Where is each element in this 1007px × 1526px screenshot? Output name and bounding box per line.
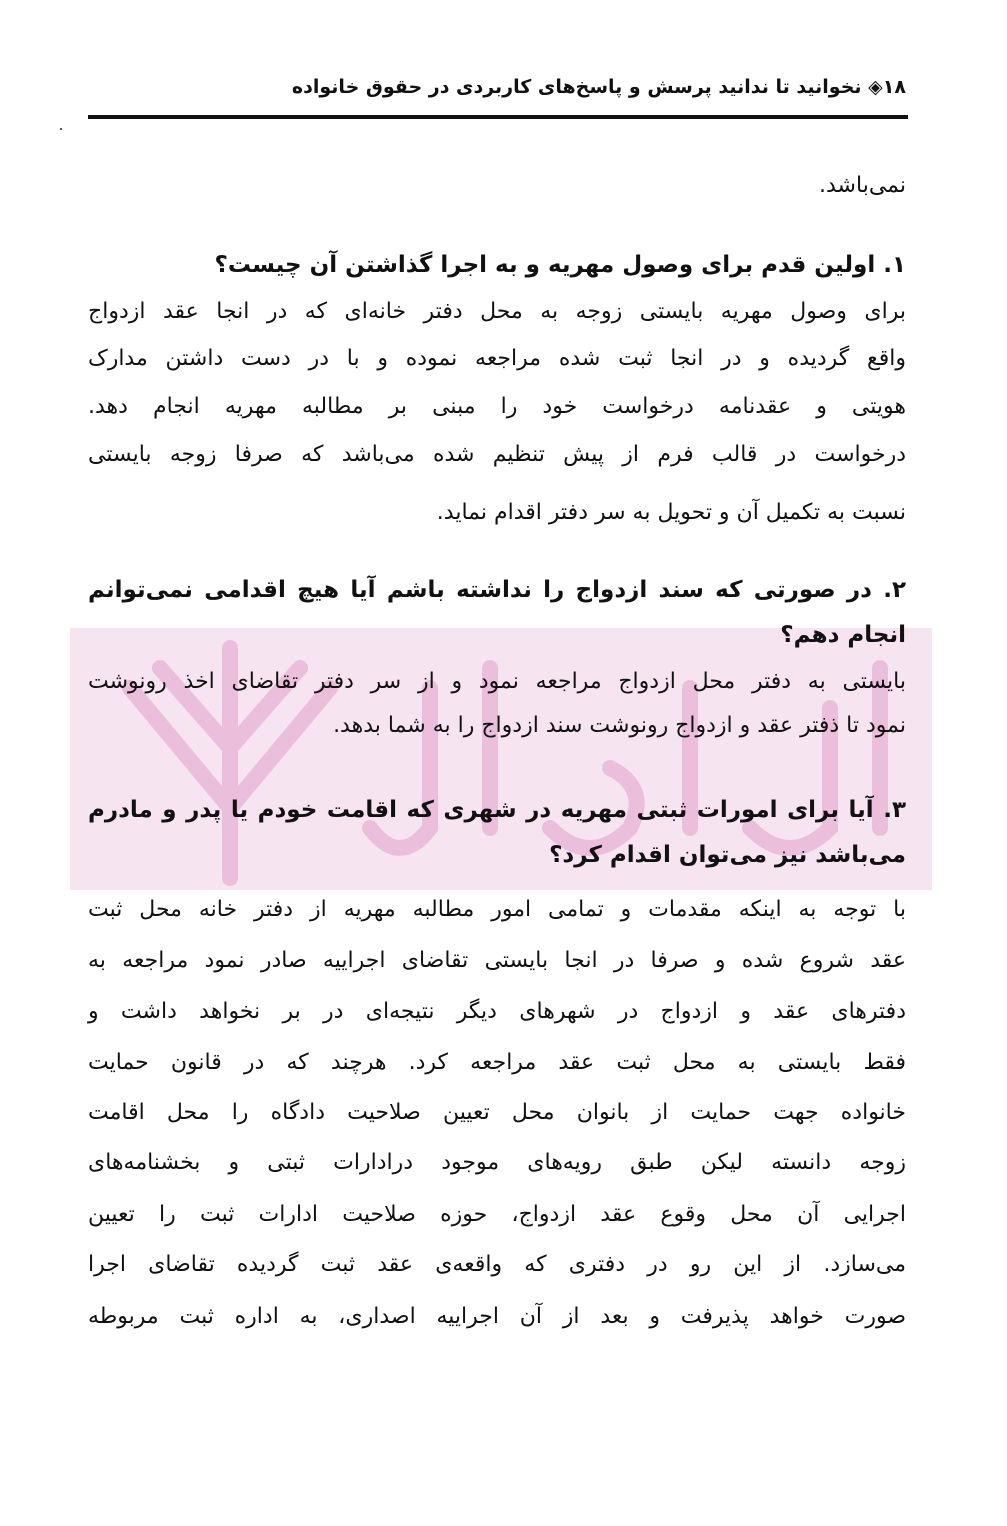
question-heading-1: ۱. اولین قدم برای وصول مهریه و به اجرا گذاشتن آن چیست؟: [214, 252, 906, 278]
answer-line: هویتی و عقدنامه درخواست خود را مبنی بر مطالبه مهریه انجام دهد.: [88, 394, 906, 419]
scan-speck: [60, 128, 62, 130]
answer-line: نمود تا ذفتر عقد و ازدواج رونوشت سند ازدواج را به شما بدهد.: [333, 713, 906, 738]
question-heading-2: ۲. در صورتی که سند ازدواج را نداشته باشم آیا هیچ اقدامی نمی‌توانم: [88, 577, 906, 603]
answer-line: زوجه دانسته لیکن طبق رویه‌های موجود درادارات ثبتی و بخشنامه‌های: [88, 1150, 906, 1175]
answer-line: عقد شروع شده و صرفا در انجا بایستی تقاضای اجراییه صادر نمود مراجعه به: [88, 948, 906, 973]
answer-line: می‌سازد. از این رو در دفتری که واقعه‌ی عقد ثبت گردیده تقاضای اجرا: [88, 1252, 906, 1277]
answer-line: نسبت به تکمیل آن و تحویل به سر دفتر اقدام نماید.: [436, 500, 906, 525]
answer-line: بایستی به دفتر محل ازدواج مراجعه نمود و از سر دفتر تقاضای اخذ رونوشت: [88, 669, 906, 694]
question-heading-3-cont: می‌باشد نیز می‌توان اقدام کرد؟: [549, 842, 906, 868]
answer-line: فقط بایستی به محل ثبت عقد مراجعه کرد. هرچند که در قانون حمایت: [88, 1050, 906, 1075]
diamond-ornament-icon: ◈: [868, 76, 883, 98]
answer-line: برای وصول مهریه بایستی زوجه به محل دفتر خانه‌ای که در انجا عقد ازدواج: [88, 299, 906, 324]
running-title: نخوانید تا ندانید پرسش و پاسخ‌های کاربردی در حقوق خانواده: [291, 76, 862, 98]
answer-line: اجرایی آن محل وقوع عقد ازدواج، حوزه صلاحیت ادارات ثبت را تعیین: [88, 1202, 906, 1227]
answer-line: درخواست در قالب فرم از پیش تنظیم شده می‌باشد که صرفا زوجه بایستی: [88, 442, 906, 467]
answer-line: دفترهای عقد و ازدواج در شهرهای دیگر نتیجه‌ای در بر نخواهد داشت و: [88, 999, 906, 1024]
question-heading-3: ۳. آیا برای امورات ثبتی مهریه در شهری که اقامت خودم یا پدر و مادرم: [88, 797, 906, 823]
answer-line: صورت خواهد پذیرفت و بعد از آن اجراییه اصداری، به اداره ثبت مربوطه: [88, 1304, 906, 1329]
running-header: [88, 76, 906, 98]
page-number: ۱۸: [882, 76, 906, 98]
answer-line: با توجه به اینکه مقدمات و تمامی امور مطالبه مهریه از دفتر خانه محل ثبت: [88, 897, 906, 922]
continuation-text: نمی‌باشد.: [819, 173, 906, 198]
question-heading-2-cont: انجام دهم؟: [780, 622, 906, 648]
answer-line: واقع گردیده و در انجا ثبت شده مراجعه نموده و با در دست داشتن مدارک: [88, 346, 906, 371]
header-rule: [88, 115, 908, 119]
answer-line: خانواده جهت حمایت از بانوان محل تعیین صلاحیت دادگاه را محل اقامت: [88, 1100, 906, 1125]
